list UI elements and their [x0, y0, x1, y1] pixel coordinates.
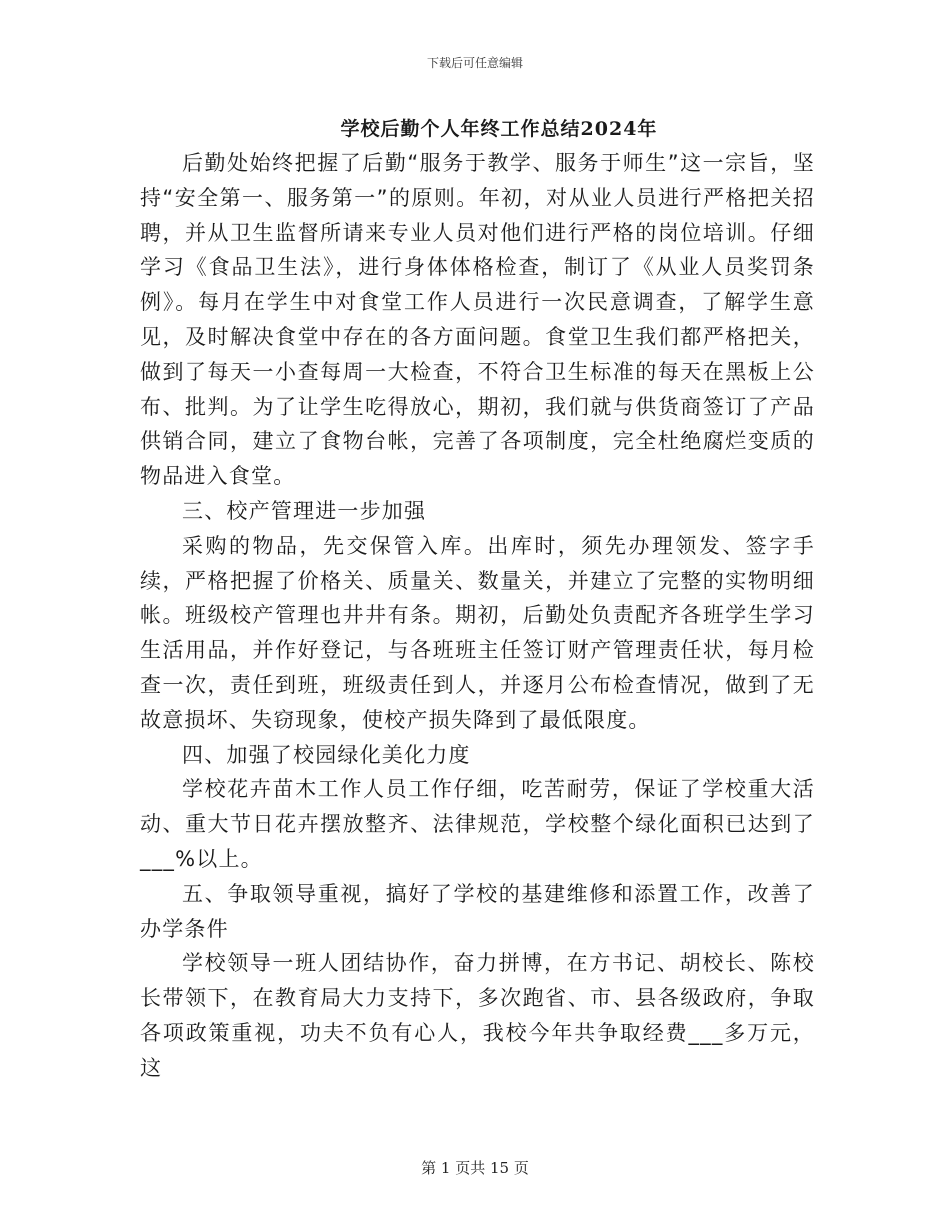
document-body [140, 146, 815, 1086]
section-heading-construction: 五、争取领导重视，搞好了学校的基建维修和添置工作，改善了办学条件 [140, 881, 815, 941]
paragraph-construction: 学校领导一班人团结协作，奋力拼博，在方书记、胡校长、陈校长带领下，在教育局大力支持下，多次跑省、市、县各级政府，争取各项政策重视，功夫不负有心人，我校今年共争取经费___多万元，这 [140, 951, 815, 1080]
page-header-note: 下载后可任意编辑 [426, 56, 523, 70]
page-number: 第 1 页共 15 页 [421, 1159, 529, 1177]
document-title: 学校后勤个人年终工作总结2024年 [340, 118, 658, 140]
paragraph-greening: 学校花卉苗木工作人员工作仔细，吃苦耐劳，保证了学校重大活动、重大节日花卉摆放整齐、法律规范，学校整个绿化面积已达到了___%以上。 [140, 777, 815, 871]
section-heading-assets: 三、校产管理进一步加强 [182, 498, 427, 523]
section-heading-greening: 四、加强了校园绿化美化力度 [182, 742, 471, 767]
paragraph-assets: 采购的物品，先交保管入库。出库时，须先办理领发、签字手续，严格把握了价格关、质量关、数量关，并建立了完整的实物明细帐。班级校产管理也井井有条。期初，后勤处负责配齐各班学生学习生活用品，并作好登记，与各班班主任签订财产管理责任状，每月检查一次，责任到班，班级责任到人，并逐月公布检查情况，做到了无故意损坏、失窃现象，使校产损失降到了最低限度。 [140, 533, 815, 732]
paragraph-canteen: 后勤处始终把握了后勤“服务于教学、服务于师生”这一宗旨，坚持“安全第一、服务第一”的原则。年初，对从业人员进行严格把关招聘，并从卫生监督所请来专业人员对他们进行严格的岗位培训。仔细学习《食品卫生法》，进行身体体格检查，制订了《从业人员奖罚条例》。每月在学生中对食堂工作人员进行一次民意调查，了解学生意见，及时解决食堂中存在的各方面问题。食堂卫生我们都严格把关，做到了每天一小查每周一大检查，不符合卫生标准的每天在黑板上公布、批判。为了让学生吃得放心，期初，我们就与供货商签订了产品供销合同，建立了食物台帐，完善了各项制度，完全杜绝腐烂变质的物品进入食堂。 [140, 151, 815, 489]
